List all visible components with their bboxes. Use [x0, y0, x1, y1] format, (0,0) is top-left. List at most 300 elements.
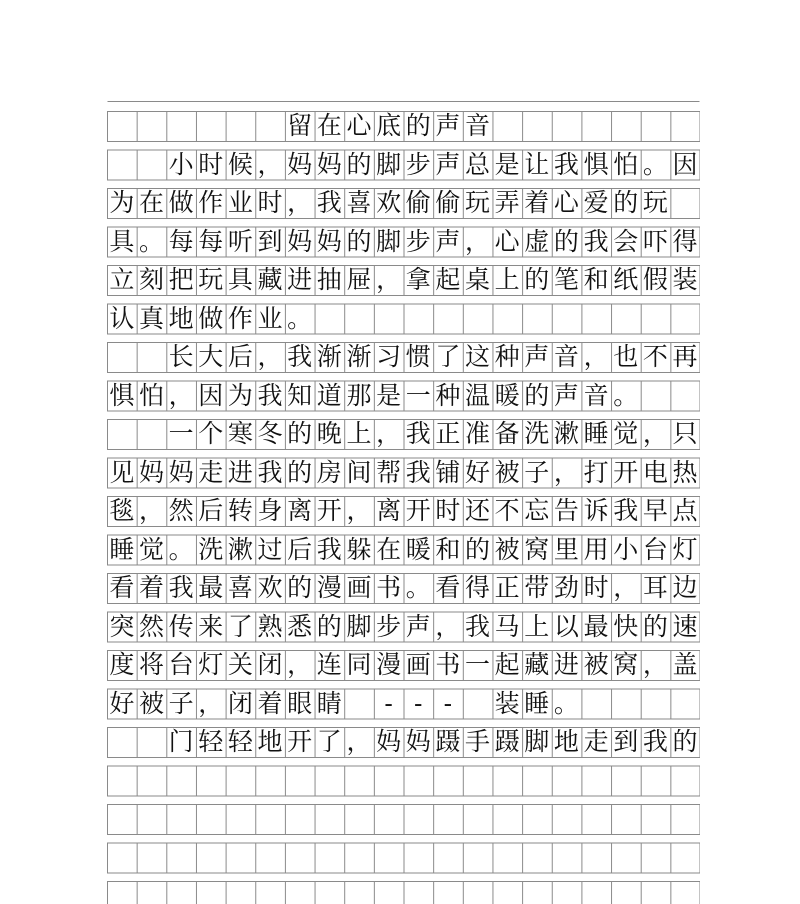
grid-cell: 我: [168, 573, 194, 602]
grid-cell: 声: [553, 380, 579, 410]
grid-cell: 。: [642, 149, 668, 179]
grid-cell: 度: [109, 650, 135, 679]
grid-cell: 和: [583, 265, 609, 294]
grid-cell: 地: [257, 727, 283, 756]
grid-cell: ，: [346, 496, 372, 525]
grid-cell: 开: [613, 457, 639, 487]
grid-cell: 只: [672, 419, 698, 448]
grid-cell: 转: [227, 496, 253, 525]
grid-cell: 纸: [613, 265, 639, 294]
grid-cell: 后: [227, 342, 253, 371]
grid-cell: 认: [109, 303, 135, 333]
grid-cell: 的: [553, 226, 579, 256]
grid-cell: 点: [672, 496, 698, 525]
grid-cell: 手: [465, 727, 491, 756]
grid-cell: 抽: [316, 265, 342, 294]
grid-cell: 拿: [405, 265, 431, 294]
grid-cell: 地: [168, 303, 194, 333]
grid-cell: 桌: [465, 265, 491, 294]
grid-cell: 妈: [287, 149, 313, 179]
grid-cell: 小: [168, 149, 194, 179]
grid-cell: 的: [672, 727, 698, 756]
grid-cell: 看: [435, 573, 461, 602]
grid-cell: 假: [642, 265, 668, 294]
grid-cell: ，: [168, 380, 194, 410]
grid-cell: 声: [405, 611, 431, 641]
grid-cell: 轻: [198, 727, 224, 756]
grid-cell: 告: [553, 496, 579, 525]
grid-cell: 冬: [257, 419, 283, 448]
grid-cell: 妈: [405, 727, 431, 756]
grid-cell: 偷: [435, 188, 461, 217]
grid-cell: 毯: [109, 496, 135, 525]
grid-cell: 身: [257, 496, 283, 525]
grid-cell: 脚: [346, 611, 372, 641]
grid-cell: ，: [642, 650, 668, 679]
grid-cell: 真: [138, 303, 164, 333]
grid-cell: 心: [553, 188, 579, 217]
grid-cell: 再: [672, 342, 698, 371]
grid-cell: 种: [435, 380, 461, 410]
grid-cell: 不: [494, 496, 520, 525]
grid-cell: [166, 111, 196, 141]
grid-cell: 的: [465, 534, 491, 564]
grid-cell: 盖: [672, 650, 698, 679]
grid-cell: 被: [583, 650, 609, 679]
grid-cell: 步: [376, 611, 402, 641]
grid-cell: 被: [138, 688, 164, 718]
grid-cell: 用: [583, 534, 609, 564]
grid-cell: 脚: [376, 149, 402, 179]
grid-cell: 上: [494, 265, 520, 294]
grid-cell: [255, 111, 285, 141]
grid-cell: 将: [138, 650, 164, 679]
grid-cell: 我: [316, 188, 342, 217]
grid-cell: [137, 727, 167, 757]
grid-cell: 种: [494, 342, 520, 371]
grid-cell: ，: [376, 265, 402, 294]
grid-cell: 漱: [227, 534, 253, 564]
grid-cell: 屉: [346, 265, 372, 294]
text-row: [107, 650, 700, 680]
grid-cell: 起: [494, 650, 520, 679]
grid-cell: 玩: [465, 188, 491, 217]
grid-cell: 关: [227, 650, 253, 679]
grid-cell: 耳: [642, 573, 668, 602]
grid-cell: 音: [553, 342, 579, 371]
grid-cell: 刻: [138, 265, 164, 294]
grid-cell: ，: [257, 342, 283, 371]
grid-cell: 知: [287, 380, 313, 410]
grid-cell: 把: [168, 265, 194, 294]
grid-cell: ，: [376, 419, 402, 448]
grid-cell: 在: [376, 534, 402, 564]
grid-cell: 我: [405, 457, 431, 487]
grid-cell: 来: [198, 611, 224, 641]
grid-cell: 妈: [168, 457, 194, 487]
grid-cell: 劲: [553, 573, 579, 602]
grid-cell: 会: [613, 226, 639, 256]
grid-cell: 暖: [405, 534, 431, 564]
grid-cell: ，: [287, 188, 313, 217]
grid-cell: 睡: [524, 688, 550, 718]
grid-cell: 起: [435, 265, 461, 294]
grid-cell: 的: [613, 188, 639, 217]
grid-cell: 心: [346, 111, 372, 140]
grid-cell: 因: [198, 380, 224, 410]
grid-cell: 台: [642, 534, 668, 564]
grid-cell: 电: [642, 457, 668, 487]
grid-cell: ，: [613, 573, 639, 602]
text-row: [107, 265, 700, 295]
grid-cell: 。: [553, 688, 579, 718]
grid-cell: ，: [138, 496, 164, 525]
grid-cell: 过: [257, 534, 283, 564]
grid-cell: 好: [109, 688, 135, 718]
grid-cell: 声: [435, 226, 461, 256]
grid-cell: 漫: [376, 650, 402, 679]
grid-cell: 开: [287, 727, 313, 756]
grid-cell: 吓: [642, 226, 668, 256]
grid-cell: [107, 342, 137, 372]
grid-cell: [196, 111, 226, 141]
grid-cell: 忘: [524, 496, 550, 525]
grid-cell: 然: [138, 611, 164, 641]
grid-cell: 。: [138, 226, 164, 256]
grid-cell: 大: [198, 342, 224, 371]
grid-cell: 得: [465, 573, 491, 602]
grid-cell: 蹑: [435, 727, 461, 756]
grid-cell: 是: [494, 149, 520, 179]
grid-cell: 也: [613, 342, 639, 371]
grid-cell: 的: [316, 611, 342, 641]
grid-cell: 在: [316, 111, 342, 140]
grid-cell: 灯: [672, 534, 698, 564]
grid-cell: 妈: [316, 149, 342, 179]
grid-cell: 画: [405, 650, 431, 679]
grid-cell: 脚: [524, 727, 550, 756]
grid-cell: 的: [524, 265, 550, 294]
grid-cell: 进: [227, 457, 253, 487]
grid-cell: 间: [346, 457, 372, 487]
grid-cell: 熟: [257, 611, 283, 641]
grid-cell: 的: [287, 419, 313, 448]
grid-cell: 业: [227, 188, 253, 217]
grid-cell: 马: [494, 611, 520, 641]
grid-cell: 怕: [613, 149, 639, 179]
grid-cell: 地: [553, 727, 579, 756]
grid-cell: 具: [227, 265, 253, 294]
grid-cell: 开: [316, 496, 342, 525]
manuscript-page: [107, 101, 700, 904]
grid-cell: 时: [257, 188, 283, 217]
grid-cell: 我: [465, 611, 491, 641]
grid-cell: 台: [168, 650, 194, 679]
grid-cell: 正: [494, 573, 520, 602]
grid-cell: 不: [642, 342, 668, 371]
grid-cell: 在: [138, 188, 164, 217]
grid-cell: 是: [376, 380, 402, 410]
grid-cell: ，: [198, 688, 224, 718]
grid-cell: 喜: [227, 573, 253, 602]
grid-cell: 最: [583, 611, 609, 641]
grid-cell: 。: [613, 380, 639, 410]
text-row: [107, 381, 700, 411]
grid-cell: 带: [524, 573, 550, 602]
grid-cell: 我: [613, 496, 639, 525]
grid-cell: 藏: [524, 650, 550, 679]
grid-cell: 书: [376, 573, 402, 602]
grid-cell: 以: [553, 611, 579, 641]
grid-cell: ，: [642, 419, 668, 448]
grid-cell: 让: [524, 149, 550, 179]
grid-cell: 的: [346, 226, 372, 256]
grid-cell: 做: [198, 303, 224, 333]
grid-cell: 觉: [138, 534, 164, 564]
grid-cell: 欢: [376, 188, 402, 217]
grid-cell: 一: [465, 650, 491, 679]
grid-cell: 藏: [257, 265, 283, 294]
text-row: [107, 419, 700, 449]
grid-cell: 走: [198, 457, 224, 487]
grid-cell: ，: [346, 727, 372, 756]
grid-cell: [137, 111, 167, 141]
grid-cell: -: [414, 688, 423, 718]
grid-cell: 做: [168, 188, 194, 217]
text-row: [107, 727, 700, 757]
grid-cell: 为: [109, 188, 135, 217]
text-row: [107, 496, 700, 526]
grid-cell: 快: [613, 611, 639, 641]
grid-cell: 正: [435, 419, 461, 448]
text-row: [107, 612, 700, 642]
grid-cell: 门: [168, 727, 194, 756]
grid-cell: 虚: [524, 226, 550, 256]
grid-cell: 悉: [287, 611, 313, 641]
grid-cell: 还: [465, 496, 491, 525]
grid-cell: 装: [672, 265, 698, 294]
grid-cell: 爱: [583, 188, 609, 217]
grid-cell: 然: [168, 496, 194, 525]
grid-cell: 时: [198, 149, 224, 179]
grid-cell: 睛: [316, 688, 342, 718]
grid-cell: 看: [109, 573, 135, 602]
grid-cell: 闭: [227, 688, 253, 718]
grid-cell: 妈: [287, 226, 313, 256]
grid-cell: 作: [227, 303, 253, 333]
grid-cell: [463, 689, 493, 719]
grid-cell: 帮: [376, 457, 402, 487]
grid-cell: 被: [494, 457, 520, 487]
grid-cell: 和: [435, 534, 461, 564]
grid-cell: [137, 150, 167, 180]
grid-cell: 音: [465, 111, 491, 140]
grid-cell: 速: [672, 611, 698, 641]
grid-cell: 一: [168, 419, 194, 448]
grid-cell: 我: [287, 342, 313, 371]
grid-cell: 窝: [613, 650, 639, 679]
grid-cell: [344, 689, 374, 719]
grid-cell: 漫: [316, 573, 342, 602]
grid-cell: 子: [524, 457, 550, 487]
grid-cell: 。: [168, 534, 194, 564]
grid-cell: 到: [613, 727, 639, 756]
grid-cell: 惧: [583, 149, 609, 179]
grid-cell: 因: [672, 149, 698, 179]
grid-cell: 玩: [198, 265, 224, 294]
grid-cell: 觉: [613, 419, 639, 448]
grid-cell: ，: [257, 149, 283, 179]
grid-cell: 音: [583, 380, 609, 410]
grid-cell: 开: [405, 496, 431, 525]
grid-cell: 书: [435, 650, 461, 679]
grid-cell: 眼: [287, 688, 313, 718]
grid-cell: 连: [316, 650, 342, 679]
grid-cell: 妈: [138, 457, 164, 487]
grid-cell: 着: [138, 573, 164, 602]
grid-cell: 妈: [316, 226, 342, 256]
grid-cell: 好: [465, 457, 491, 487]
grid-cell: [107, 111, 137, 141]
text-row: [107, 342, 700, 372]
grid-cell: [226, 111, 256, 141]
grid-cell: 的: [642, 611, 668, 641]
grid-cell: [107, 727, 137, 757]
grid-cell: 惧: [109, 380, 135, 410]
grid-cell: 热: [672, 457, 698, 487]
grid-cell: 作: [198, 188, 224, 217]
grid-cell: 妈: [376, 727, 402, 756]
grid-cell: 的: [346, 149, 372, 179]
grid-cell: 准: [465, 419, 491, 448]
grid-cell: 离: [287, 496, 313, 525]
grid-cell: 每: [168, 226, 194, 256]
grid-cell: 偷: [405, 188, 431, 217]
grid-cell: [137, 342, 167, 372]
grid-cell: 了: [435, 342, 461, 371]
grid-cell: 具: [109, 226, 135, 256]
grid-cell: 小: [613, 534, 639, 564]
grid-cell: 步: [405, 149, 431, 179]
grid-cell: 着: [257, 688, 283, 718]
grid-cell: 备: [494, 419, 520, 448]
grid-cell: 。: [287, 303, 313, 333]
grid-cell: 诉: [583, 496, 609, 525]
grid-cell: 闭: [257, 650, 283, 679]
grid-cell: 我: [257, 457, 283, 487]
grid-cell: [137, 419, 167, 449]
grid-cell: 时: [435, 496, 461, 525]
text-row: [107, 458, 700, 488]
grid-cell: 打: [583, 457, 609, 487]
grid-cell: 房: [316, 457, 342, 487]
grid-cell: 的: [524, 380, 550, 410]
grid-cell: 灯: [198, 650, 224, 679]
grid-cell: 步: [405, 226, 431, 256]
grid-cell: 洗: [198, 534, 224, 564]
grid-cell: 铺: [435, 457, 461, 487]
grid-cell: 立: [109, 265, 135, 294]
grid-cell: 洗: [524, 419, 550, 448]
grid-cell: 画: [346, 573, 372, 602]
grid-cell: 睡: [109, 534, 135, 564]
grid-cell: ，: [287, 650, 313, 679]
grid-cell: 留: [287, 111, 313, 140]
grid-cell: 的: [287, 457, 313, 487]
grid-cell: [107, 150, 137, 180]
grid-cell: 最: [198, 573, 224, 602]
grid-cell: 子: [168, 688, 194, 718]
grid-cell: 道: [316, 380, 342, 410]
grid-cell: 了: [316, 727, 342, 756]
grid-cell: 时: [583, 573, 609, 602]
grid-cell: 声: [435, 149, 461, 179]
grid-cell: 晚: [316, 419, 342, 448]
grid-cell: 了: [227, 611, 253, 641]
grid-cell: 躲: [346, 534, 372, 564]
grid-cell: 声: [524, 342, 550, 371]
grid-cell: 着: [524, 188, 550, 217]
text-row: [107, 689, 700, 719]
grid-cell: 为: [227, 380, 253, 410]
text-row: [107, 227, 700, 257]
grid-cell: 进: [287, 265, 313, 294]
grid-cell: 我: [642, 727, 668, 756]
grid-cell: 喜: [346, 188, 372, 217]
grid-cell: 离: [376, 496, 402, 525]
grid-cell: 习: [376, 342, 402, 371]
grid-cell: 声: [435, 111, 461, 140]
grid-cell: 怕: [138, 380, 164, 410]
grid-cell: 我: [553, 149, 579, 179]
text-row: [107, 304, 700, 334]
grid-cell: -: [443, 688, 453, 718]
text-row: [107, 535, 700, 565]
grid-cell: 惯: [405, 342, 431, 371]
grid-cell: 见: [109, 457, 135, 487]
grid-cell: 温: [465, 380, 491, 410]
grid-cell: 渐: [346, 342, 372, 371]
grid-cell: ，: [583, 342, 609, 371]
grid-cell: 传: [168, 611, 194, 641]
grid-cell: 边: [672, 573, 698, 602]
grid-cell: 上: [346, 419, 372, 448]
grid-cell: 渐: [316, 342, 342, 371]
grid-cell: 寒: [227, 419, 253, 448]
grid-cell: 总: [465, 149, 491, 179]
grid-cell: 的: [405, 111, 431, 140]
grid-cell: 玩: [642, 188, 668, 217]
essay-title-row: [107, 111, 700, 141]
grid-cell: 上: [524, 611, 550, 641]
grid-cell: 后: [287, 534, 313, 564]
grid-cell: 窝: [524, 534, 550, 564]
grid-cell: 。: [405, 573, 431, 602]
grid-cell: 暖: [494, 380, 520, 410]
grid-cell: ，: [465, 226, 491, 256]
grid-cell: 到: [257, 226, 283, 256]
grid-cell: 一: [405, 380, 431, 410]
grid-cell: 后: [198, 496, 224, 525]
grid-cell: 得: [672, 226, 698, 256]
grid-cell: 个: [198, 419, 224, 448]
grid-cell: 里: [553, 534, 579, 564]
grid-cell: ，: [553, 457, 579, 487]
grid-cell: 听: [227, 226, 253, 256]
grid-cell: 早: [642, 496, 668, 525]
grid-cell: 每: [198, 226, 224, 256]
grid-cell: 我: [316, 534, 342, 564]
